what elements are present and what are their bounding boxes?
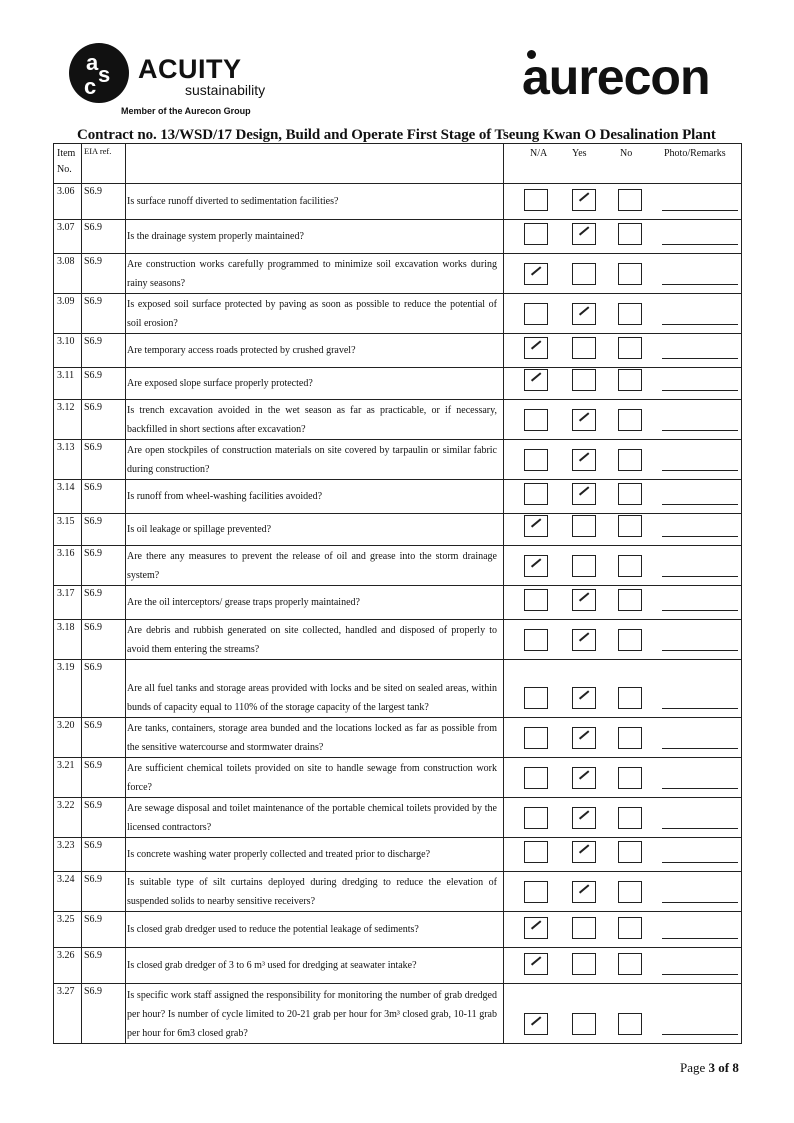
remarks-line[interactable] xyxy=(662,862,738,863)
item-description-cell xyxy=(126,294,504,334)
remarks-line[interactable] xyxy=(662,938,738,939)
no-checkbox[interactable] xyxy=(618,409,642,431)
no-checkbox[interactable] xyxy=(618,881,642,903)
item-number: 3.15 xyxy=(54,514,82,546)
item-number: 3.23 xyxy=(54,838,82,872)
remarks-line[interactable] xyxy=(662,430,738,431)
no-checkbox[interactable] xyxy=(618,555,642,577)
eia-ref: S6.9 xyxy=(82,514,126,546)
item-number: 3.09 xyxy=(54,294,82,334)
na-checkbox[interactable] xyxy=(524,953,548,975)
na-checkbox[interactable] xyxy=(524,515,548,537)
table-row xyxy=(54,660,742,718)
eia-ref: S6.9 xyxy=(82,586,126,620)
na-checkbox[interactable] xyxy=(524,303,548,325)
tick-mark-icon xyxy=(579,192,589,201)
no-checkbox[interactable] xyxy=(618,303,642,325)
eia-ref: S6.9 xyxy=(82,546,126,586)
item-description-cell xyxy=(126,254,504,294)
check-cell xyxy=(504,480,742,514)
check-cell xyxy=(504,718,742,758)
eia-ref: S6.9 xyxy=(82,718,126,758)
na-checkbox[interactable] xyxy=(524,337,548,359)
checklist-table xyxy=(53,143,742,1044)
tick-mark-icon xyxy=(579,592,589,601)
header-no: No xyxy=(620,148,633,159)
na-checkbox[interactable] xyxy=(524,881,548,903)
eia-ref: S6.9 xyxy=(82,758,126,798)
header-item: Item No. xyxy=(54,144,82,184)
yes-checkbox[interactable] xyxy=(572,727,596,749)
remarks-line[interactable] xyxy=(662,650,738,651)
table-row xyxy=(54,220,742,254)
table-row xyxy=(54,368,742,400)
item-number: 3.14 xyxy=(54,480,82,514)
tick-mark-icon xyxy=(531,340,541,349)
header-remarks: Photo/Remarks xyxy=(664,148,726,159)
tick-mark-icon xyxy=(579,844,589,853)
no-checkbox[interactable] xyxy=(618,449,642,471)
check-cell xyxy=(504,838,742,872)
eia-ref: S6.9 xyxy=(82,368,126,400)
no-checkbox[interactable] xyxy=(618,369,642,391)
remarks-line[interactable] xyxy=(662,284,738,285)
item-description: Are temporary access roads protected by crushed gravel? xyxy=(127,345,356,356)
eia-ref: S6.9 xyxy=(82,334,126,368)
yes-checkbox[interactable] xyxy=(572,629,596,651)
remarks-line[interactable] xyxy=(662,610,738,611)
tick-mark-icon xyxy=(579,632,589,641)
check-cell xyxy=(504,660,742,718)
yes-checkbox[interactable] xyxy=(572,767,596,789)
yes-checkbox[interactable] xyxy=(572,687,596,709)
item-description-cell xyxy=(126,220,504,254)
item-number: 3.24 xyxy=(54,872,82,912)
check-cell xyxy=(504,872,742,912)
item-description-cell xyxy=(126,514,504,546)
item-description: Are all fuel tanks and storage areas provided with locks and be sited on sealed areas, within bunds of capacity equal to 110% of the storage capacity of the largest tank? xyxy=(127,683,497,713)
item-number: 3.17 xyxy=(54,586,82,620)
na-checkbox[interactable] xyxy=(524,629,548,651)
item-number: 3.27 xyxy=(54,984,82,1044)
no-checkbox[interactable] xyxy=(618,727,642,749)
tick-mark-icon xyxy=(579,452,589,461)
item-description-cell xyxy=(126,798,504,838)
item-description: Are construction works carefully programmed to minimize soil excavation works during rainy seasons? xyxy=(127,259,497,289)
item-description: Is trench excavation avoided in the wet season as far as practicable, or if necessary, backfilled in short sections after excavation? xyxy=(127,405,497,435)
remarks-line[interactable] xyxy=(662,390,738,391)
remarks-line[interactable] xyxy=(662,974,738,975)
yes-checkbox[interactable] xyxy=(572,409,596,431)
eia-ref: S6.9 xyxy=(82,620,126,660)
remarks-line[interactable] xyxy=(662,788,738,789)
tick-mark-icon xyxy=(531,266,541,275)
item-number: 3.10 xyxy=(54,334,82,368)
na-checkbox[interactable] xyxy=(524,449,548,471)
yes-checkbox[interactable] xyxy=(572,841,596,863)
item-description-cell xyxy=(126,440,504,480)
item-number: 3.20 xyxy=(54,718,82,758)
item-description-cell xyxy=(126,620,504,660)
tick-mark-icon xyxy=(579,730,589,739)
item-description: Are sufficient chemical toilets provided on site to handle sewage from construction work force? xyxy=(127,763,497,793)
table-header-row xyxy=(54,144,742,184)
item-description: Are sewage disposal and toilet maintenance of the portable chemical toilets provided by the licensed contractors? xyxy=(127,803,497,833)
yes-checkbox[interactable] xyxy=(572,953,596,975)
item-number: 3.21 xyxy=(54,758,82,798)
remarks-line[interactable] xyxy=(662,536,738,537)
acuity-member-text: Member of the Aurecon Group xyxy=(121,106,251,116)
page-number: Page 3 of 8 xyxy=(680,1060,739,1075)
yes-checkbox[interactable] xyxy=(572,483,596,505)
yes-checkbox[interactable] xyxy=(572,263,596,285)
item-description: Is closed grab dredger of 3 to 6 m³ used for dredging at seawater intake? xyxy=(127,960,417,971)
tick-mark-icon xyxy=(531,1016,541,1025)
table-row xyxy=(54,586,742,620)
na-checkbox[interactable] xyxy=(524,767,548,789)
no-checkbox[interactable] xyxy=(618,1013,642,1035)
acuity-tagline: sustainability xyxy=(185,82,266,98)
eia-ref: S6.9 xyxy=(82,798,126,838)
item-description: Are exposed slope surface properly protected? xyxy=(127,378,313,389)
tick-mark-icon xyxy=(531,920,541,929)
item-description-cell xyxy=(126,912,504,948)
item-description: Is the drainage system properly maintained? xyxy=(127,231,304,242)
na-checkbox[interactable] xyxy=(524,917,548,939)
check-cell xyxy=(504,254,742,294)
na-checkbox[interactable] xyxy=(524,555,548,577)
item-number: 3.06 xyxy=(54,184,82,220)
yes-checkbox[interactable] xyxy=(572,881,596,903)
no-checkbox[interactable] xyxy=(618,589,642,611)
check-cell xyxy=(504,400,742,440)
check-cell xyxy=(504,334,742,368)
header-yes: Yes xyxy=(572,148,587,159)
acuity-name: ACUITY xyxy=(138,54,242,84)
header-checks xyxy=(504,144,742,184)
eia-ref: S6.9 xyxy=(82,294,126,334)
tick-mark-icon xyxy=(531,956,541,965)
check-cell xyxy=(504,912,742,948)
yes-checkbox[interactable] xyxy=(572,917,596,939)
table-row xyxy=(54,440,742,480)
check-cell xyxy=(504,948,742,984)
yes-checkbox[interactable] xyxy=(572,449,596,471)
item-description-cell xyxy=(126,660,504,718)
item-description: Are the oil interceptors/ grease traps properly maintained? xyxy=(127,597,360,608)
item-description: Is runoff from wheel-washing facilities avoided? xyxy=(127,491,323,502)
yes-checkbox[interactable] xyxy=(572,223,596,245)
eia-ref: S6.9 xyxy=(82,400,126,440)
yes-checkbox[interactable] xyxy=(572,337,596,359)
tick-mark-icon xyxy=(579,226,589,235)
table-row xyxy=(54,912,742,948)
remarks-line[interactable] xyxy=(662,748,738,749)
yes-checkbox[interactable] xyxy=(572,189,596,211)
tick-mark-icon xyxy=(579,412,589,421)
aurecon-logo: aurecon xyxy=(522,49,710,105)
na-checkbox[interactable] xyxy=(524,841,548,863)
remarks-line[interactable] xyxy=(662,902,738,903)
item-description-cell xyxy=(126,586,504,620)
table-row xyxy=(54,948,742,984)
item-number: 3.19 xyxy=(54,660,82,718)
remarks-line[interactable] xyxy=(662,828,738,829)
yes-checkbox[interactable] xyxy=(572,1013,596,1035)
remarks-line[interactable] xyxy=(662,576,738,577)
acuity-mark-icon xyxy=(68,42,130,104)
eia-ref: S6.9 xyxy=(82,838,126,872)
item-number: 3.08 xyxy=(54,254,82,294)
eia-ref: S6.9 xyxy=(82,984,126,1044)
no-checkbox[interactable] xyxy=(618,767,642,789)
na-checkbox[interactable] xyxy=(524,223,548,245)
eia-ref: S6.9 xyxy=(82,912,126,948)
header-na: N/A xyxy=(530,148,548,159)
na-checkbox[interactable] xyxy=(524,807,548,829)
table-row xyxy=(54,400,742,440)
no-checkbox[interactable] xyxy=(618,841,642,863)
na-checkbox[interactable] xyxy=(524,369,548,391)
no-checkbox[interactable] xyxy=(618,263,642,285)
check-cell xyxy=(504,220,742,254)
remarks-line[interactable] xyxy=(662,504,738,505)
na-checkbox[interactable] xyxy=(524,589,548,611)
tick-mark-icon xyxy=(579,770,589,779)
tick-mark-icon xyxy=(531,558,541,567)
no-checkbox[interactable] xyxy=(618,223,642,245)
table-row xyxy=(54,838,742,872)
check-cell xyxy=(504,586,742,620)
table-row xyxy=(54,184,742,220)
check-cell xyxy=(504,514,742,546)
svg-text:c: c xyxy=(84,74,97,99)
item-description-cell xyxy=(126,872,504,912)
na-checkbox[interactable] xyxy=(524,687,548,709)
header-description xyxy=(126,144,504,184)
header-eia: EIA ref. xyxy=(82,144,126,184)
tick-mark-icon xyxy=(579,306,589,315)
remarks-line[interactable] xyxy=(662,324,738,325)
no-checkbox[interactable] xyxy=(618,917,642,939)
tick-mark-icon xyxy=(579,884,589,893)
item-number: 3.25 xyxy=(54,912,82,948)
item-number: 3.18 xyxy=(54,620,82,660)
no-checkbox[interactable] xyxy=(618,687,642,709)
check-cell xyxy=(504,620,742,660)
eia-ref: S6.9 xyxy=(82,440,126,480)
item-description-cell xyxy=(126,838,504,872)
eia-ref: S6.9 xyxy=(82,220,126,254)
item-description-cell xyxy=(126,334,504,368)
yes-checkbox[interactable] xyxy=(572,807,596,829)
no-checkbox[interactable] xyxy=(618,953,642,975)
remarks-line[interactable] xyxy=(662,470,738,471)
table-row xyxy=(54,872,742,912)
eia-ref: S6.9 xyxy=(82,948,126,984)
yes-checkbox[interactable] xyxy=(572,515,596,537)
yes-checkbox[interactable] xyxy=(572,369,596,391)
item-description: Are tanks, containers, storage area bunded and the locations locked as far as possible from the sensitive watercourse and stormwater drains? xyxy=(127,723,497,753)
item-description: Is specific work staff assigned the responsibility for monitoring the number of grab dredged per hour? Is number of cycle limited to 20-21 grab per hour for 3m³ closed grab, 10-11 grab per hour for 6m3 closed grab? xyxy=(127,990,497,1039)
yes-checkbox[interactable] xyxy=(572,303,596,325)
remarks-line[interactable] xyxy=(662,244,738,245)
item-description: Is suitable type of silt curtains deployed during dredging to reduce the elevation of suspended solids to nearby sensitive receivers? xyxy=(127,877,497,907)
eia-ref: S6.9 xyxy=(82,254,126,294)
svg-text:a: a xyxy=(86,50,99,75)
item-number: 3.11 xyxy=(54,368,82,400)
table-row xyxy=(54,294,742,334)
na-checkbox[interactable] xyxy=(524,727,548,749)
table-row xyxy=(54,254,742,294)
na-checkbox[interactable] xyxy=(524,189,548,211)
item-description: Is surface runoff diverted to sedimentation facilities? xyxy=(127,196,339,207)
table-row xyxy=(54,334,742,368)
tick-mark-icon xyxy=(579,690,589,699)
item-description-cell xyxy=(126,718,504,758)
table-row xyxy=(54,798,742,838)
item-description-cell xyxy=(126,984,504,1044)
item-description: Is closed grab dredger used to reduce the potential leakage of sediments? xyxy=(127,924,419,935)
na-checkbox[interactable] xyxy=(524,483,548,505)
item-description: Is concrete washing water properly collected and treated prior to discharge? xyxy=(127,849,431,860)
eia-ref: S6.9 xyxy=(82,872,126,912)
table-row xyxy=(54,718,742,758)
na-checkbox[interactable] xyxy=(524,409,548,431)
table-row xyxy=(54,514,742,546)
acuity-logo xyxy=(68,42,268,122)
item-description-cell xyxy=(126,948,504,984)
remarks-line[interactable] xyxy=(662,1034,738,1035)
no-checkbox[interactable] xyxy=(618,807,642,829)
table-row xyxy=(54,620,742,660)
eia-ref: S6.9 xyxy=(82,184,126,220)
item-description: Is oil leakage or spillage prevented? xyxy=(127,524,272,535)
tick-mark-icon xyxy=(531,372,541,381)
table-row xyxy=(54,546,742,586)
tick-mark-icon xyxy=(579,486,589,495)
no-checkbox[interactable] xyxy=(618,629,642,651)
item-description: Are debris and rubbish generated on site collected, handled and disposed of properly to avoid them entering the streams? xyxy=(127,625,497,655)
remarks-line[interactable] xyxy=(662,708,738,709)
item-number: 3.26 xyxy=(54,948,82,984)
check-cell xyxy=(504,758,742,798)
item-description-cell xyxy=(126,400,504,440)
item-number: 3.16 xyxy=(54,546,82,586)
remarks-line[interactable] xyxy=(662,358,738,359)
item-description: Is exposed soil surface protected by paving as soon as possible to reduce the potential of soil erosion? xyxy=(127,299,497,329)
no-checkbox[interactable] xyxy=(618,515,642,537)
check-cell xyxy=(504,546,742,586)
remarks-line[interactable] xyxy=(662,210,738,211)
eia-ref: S6.9 xyxy=(82,480,126,514)
no-checkbox[interactable] xyxy=(618,337,642,359)
check-cell xyxy=(504,368,742,400)
item-description-cell xyxy=(126,184,504,220)
item-number: 3.13 xyxy=(54,440,82,480)
tick-mark-icon xyxy=(531,518,541,527)
check-cell xyxy=(504,184,742,220)
table-row xyxy=(54,758,742,798)
item-number: 3.07 xyxy=(54,220,82,254)
item-description-cell xyxy=(126,480,504,514)
item-description: Are there any measures to prevent the release of oil and grease into the storm drainage system? xyxy=(127,551,497,581)
table-row xyxy=(54,480,742,514)
eia-ref: S6.9 xyxy=(82,660,126,718)
no-checkbox[interactable] xyxy=(618,189,642,211)
item-number: 3.12 xyxy=(54,400,82,440)
item-number: 3.22 xyxy=(54,798,82,838)
no-checkbox[interactable] xyxy=(618,483,642,505)
check-cell xyxy=(504,294,742,334)
item-description-cell xyxy=(126,758,504,798)
item-description-cell xyxy=(126,368,504,400)
table-row xyxy=(54,984,742,1044)
item-description: Are open stockpiles of construction materials on site covered by tarpaulin or similar fabric during construction? xyxy=(127,445,497,475)
na-checkbox[interactable] xyxy=(524,1013,548,1035)
check-cell xyxy=(504,984,742,1044)
tick-mark-icon xyxy=(579,810,589,819)
check-cell xyxy=(504,440,742,480)
yes-checkbox[interactable] xyxy=(572,589,596,611)
yes-checkbox[interactable] xyxy=(572,555,596,577)
contract-title: Contract no. 13/WSD/17 Design, Build and Operate First Stage of Tseung Kwan O Desalination Plant xyxy=(77,127,716,143)
svg-text:s: s xyxy=(98,62,111,87)
check-cell xyxy=(504,798,742,838)
na-checkbox[interactable] xyxy=(524,263,548,285)
item-description-cell xyxy=(126,546,504,586)
